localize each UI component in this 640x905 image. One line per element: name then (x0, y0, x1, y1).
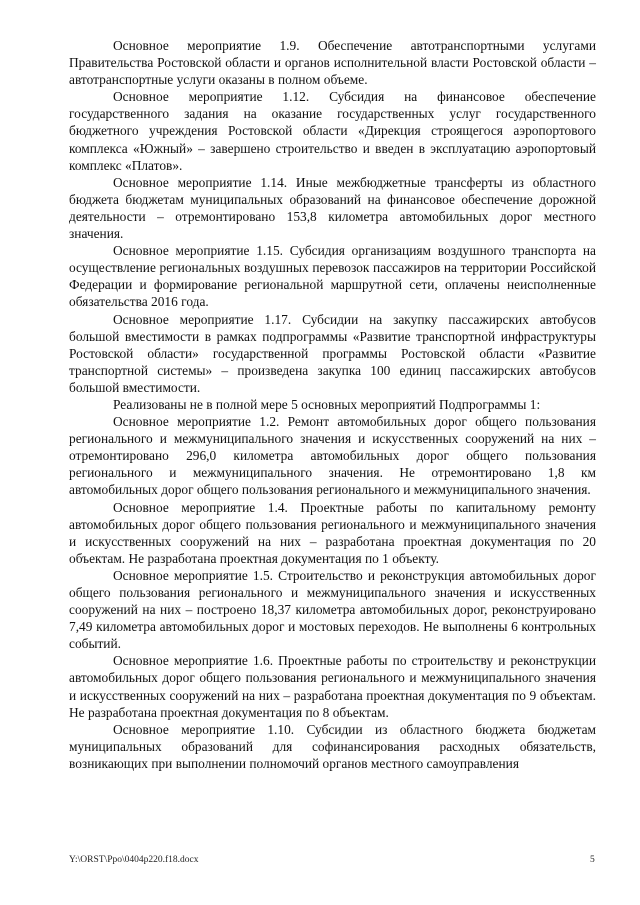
paragraph-measure-1-15: Основное мероприятие 1.15. Субсидия организациям воздушного транспорта на осуществление региональных воздушных перевозок пассажиров на территории Российской Федерации и формирование региональной маршрутной сети, оплачены неисполненные обязательства 2016 года. (69, 243, 596, 310)
paragraph-measure-1-17: Основное мероприятие 1.17. Субсидии на закупку пассажирских автобусов большой вместимости в рамках подпрограммы «Развитие транспортной инфраструктуры Ростовской области» государственной программы Ростовской области «Развитие транспортной системы» – произведена закупка 100 единиц пассажирских автобусов большой вместимости. (69, 311, 596, 395)
paragraph-measure-1-6: Основное мероприятие 1.6. Проектные работы по строительству и реконструкции автомобильных дорог общего пользования регионального и межмуниципального значения и искусственных сооружений на них – разработана проектная документация по 9 объектам. Не разработана проектная документация по 8 объектам. (69, 653, 596, 720)
paragraph-measure-1-5: Основное мероприятие 1.5. Строительство и реконструкция автомобильных дорог общего пользования регионального и межмуниципального значения и искусственных сооружений на них – построено 18,37 километра автомобильных дорог, реконструировано 7,49 километра автомобильных дорог и мостовых переходов. Не выполнены 6 контрольных событий. (69, 567, 596, 652)
paragraph-measure-1-14: Основное мероприятие 1.14. Иные межбюджетные трансферты из областного бюджета бюджетам муниципальных образований на финансовое обеспечение дорожной деятельности – отремонтировано 153,8 километра автомобильных дорог местного значения. (69, 174, 596, 242)
document-body (69, 37, 596, 772)
paragraph-measure-1-12: Основное мероприятие 1.12. Субсидия на финансовое обеспечение государственного задания на оказание государственных услуг государственного бюджетного учреждения Ростовской области «Дирекция строящегося аэропортового комплекса «Южный» – завершено строительство и введен в эксплуатацию аэропортовый комплекс «Платов». (69, 89, 596, 173)
paragraph-partial-summary: Реализованы не в полной мере 5 основных мероприятий Подпрограммы 1: (113, 396, 541, 412)
paragraph-measure-1-9: Основное мероприятие 1.9. Обеспечение автотранспортными услугами Правительства Ростовской области и органов исполнительной власти Ростовской области – автотранспортные услуги оказаны в полном объеме. (69, 38, 596, 88)
paragraph-measure-1-2: Основное мероприятие 1.2. Ремонт автомобильных дорог общего пользования регионального и межмуниципального значения и искусственных сооружений на них – отремонтировано 296,0 километра автомобильных дорог общего пользования регионального и межмуниципального значения. Не отремонтировано 1,8 км автомобильных дорог общего пользования регионального и межмуниципального значения. (69, 414, 596, 498)
paragraph-measure-1-10: Основное мероприятие 1.10. Субсидии из областного бюджета бюджетам муниципальных образований для софинансирования расходных обязательств, возникающих при выполнении полномочий органов местного самоуправления (69, 721, 596, 771)
footer-page-number: 5 (590, 855, 595, 865)
footer-file-path: Y:\ORST\Ppo\0404p220.f18.docx (69, 855, 199, 865)
paragraph-measure-1-4: Основное мероприятие 1.4. Проектные работы по капитальному ремонту автомобильных дорог общего пользования регионального и межмуниципального значения и искусственных сооружений на них – разработана проектная документация по 20 объектам. Не разработана проектная документация по 1 объекту. (69, 499, 596, 566)
